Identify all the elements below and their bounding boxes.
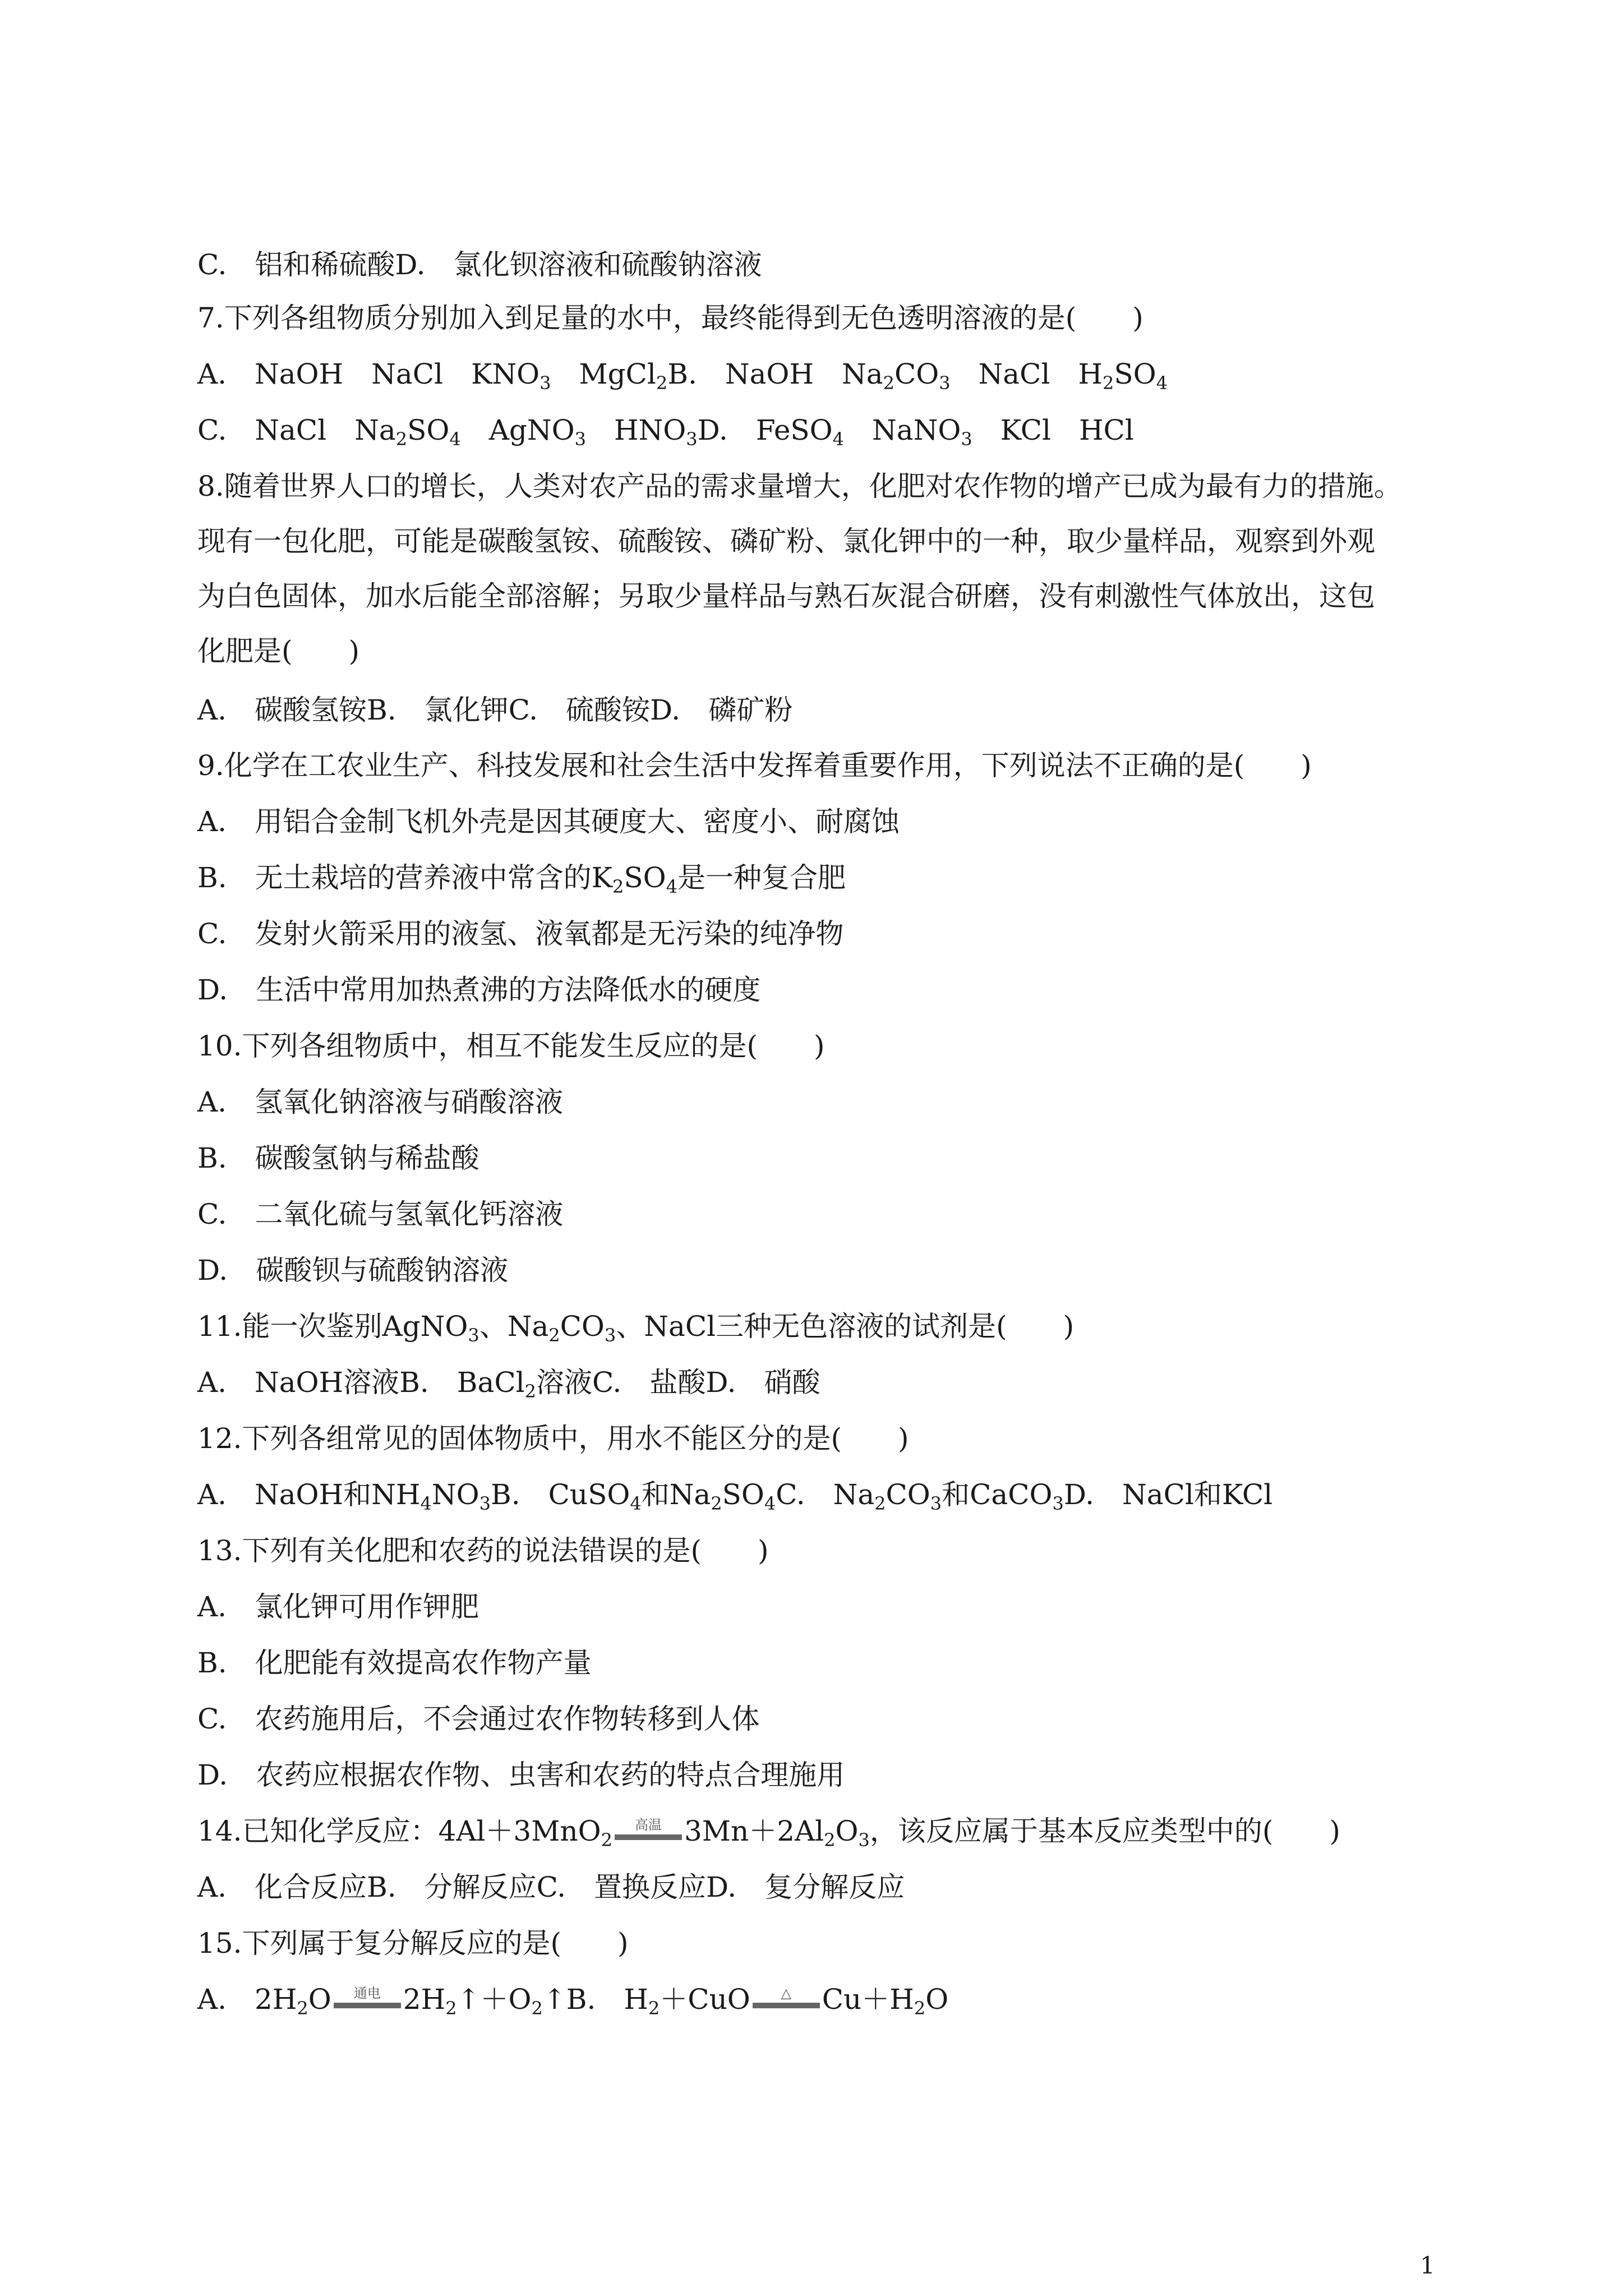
question-9-option-a: A. 用铝合金制飞机外壳是因其硬度大、密度小、耐腐蚀 [197, 805, 900, 838]
page-number: 1 [1420, 2252, 1435, 2279]
question-9-option-b: B. 无土栽培的营养液中常含的$K_2SO_4$是一种复合肥 [197, 861, 846, 897]
question-13-option-b: B. 化肥能有效提高农作物产量 [197, 1647, 592, 1679]
question-8-line-3: 为白色固体，加水后能全部溶解；另取少量样品与熟石灰混合研磨，没有刺激性气体放出，这包 [197, 580, 1375, 612]
question-14: 14.已知化学反应：4Al＋3MnO$_2$ 高温 $3Mn+2Al_2O_3$，该反应属于基本反应类型中的( ) [197, 1815, 1340, 1851]
question-8-line-2: 现有一包化肥，可能是碳酸氢铵、硫酸铵、磷矿粉、氯化钾中的一种，取少量样品，观察到外观 [197, 525, 1375, 557]
question-10-option-a: A. 氢氧化钠溶液与硝酸溶液 [197, 1086, 564, 1118]
question-7: 7.下列各组物质分别加入到足量的水中，最终能得到无色透明溶液的是( ) [197, 302, 1144, 334]
question-9-option-d: D. 生活中常用加热煮沸的方法降低水的硬度 [197, 974, 761, 1006]
question-13-option-c: C. 农药施用后，不会通过农作物转移到人体 [197, 1703, 760, 1735]
question-7-options-cd: C. NaCl $Na_2SO_4$ AgNO$_3$ $HNO_3D$. FeSO$_4$ NaNO$_3$ KCl HCl [197, 414, 1134, 450]
question-10-option-c: C. 二氧化硫与氢氧化钙溶液 [197, 1198, 564, 1230]
option-line-q6-cd: C. 铝和稀硫酸D. 氯化钡溶液和硫酸钠溶液 [197, 248, 762, 281]
question-11-options: A. NaOH溶液B. BaCl$_2$溶液C. 盐酸D. 硝酸 [197, 1366, 820, 1402]
question-13-option-d: D. 农药应根据农作物、虫害和农药的特点合理施用 [197, 1759, 845, 1791]
question-13: 13.下列有关化肥和农药的说法错误的是( ) [197, 1534, 769, 1567]
question-8-line-1: 8.随着世界人口的增长，人类对农产品的需求量增大，化肥对农作物的增产已成为最有力的措施。 [197, 470, 1402, 502]
question-13-option-a: A. 氯化钾可用作钾肥 [197, 1590, 479, 1623]
question-10: 10.下列各组物质中，相互不能发生反应的是( ) [197, 1030, 825, 1062]
question-15: 15.下列属于复分解反应的是( ) [197, 1927, 629, 1960]
question-9: 9.化学在工农业生产、科技发展和社会生活中发挥着重要作用，下列说法不正确的是( ) [197, 749, 1312, 782]
condition-label: △ [781, 1985, 791, 2001]
question-11: 11.能一次鉴别AgNO$_3$、$Na_2CO_3$、NaCl三种无色溶液的试剂是( ) [197, 1310, 1075, 1346]
reaction-condition-arrow [753, 1985, 820, 2018]
question-14-options: A. 化合反应B. 分解反应C. 置换反应D. 复分解反应 [197, 1871, 905, 1903]
question-15-options-ab: A. $2H_2O$ 通电 $2H_2↑+O_2↑B$. $H_2+CuO$ △ $Cu+H_2O$ [197, 1983, 949, 2019]
question-7-options-ab: A. NaOH NaCl $KNO_3$ MgCl$_2$B. NaOH $Na_2CO_3$ NaCl $H_2SO_4$ [197, 358, 1168, 394]
question-10-option-d: D. 碳酸钡与硫酸钠溶液 [197, 1254, 509, 1287]
condition-label: 高温 [635, 1817, 662, 1833]
question-8-options: A. 碳酸氢铵B. 氯化钾C. 硫酸铵D. 磷矿粉 [197, 694, 793, 726]
question-9-option-c: C. 发射火箭采用的液氢、液氧都是无污染的纯净物 [197, 918, 844, 950]
question-12-options: A. NaOH和$NH_4NO_3B$. CuSO$_4$和$Na_2SO_4C$. $Na_2CO_3$和CaCO$_3$D. NaCl和KCl [197, 1478, 1273, 1514]
question-12: 12.下列各组常见的固体物质中，用水不能区分的是( ) [197, 1422, 909, 1455]
question-8-line-4: 化肥是( ) [197, 635, 360, 667]
question-10-option-b: B. 碳酸氢钠与稀盐酸 [197, 1142, 479, 1174]
reaction-condition-arrow [615, 1816, 682, 1850]
reaction-condition-arrow [334, 1985, 401, 2018]
condition-label: 通电 [353, 1985, 381, 2001]
